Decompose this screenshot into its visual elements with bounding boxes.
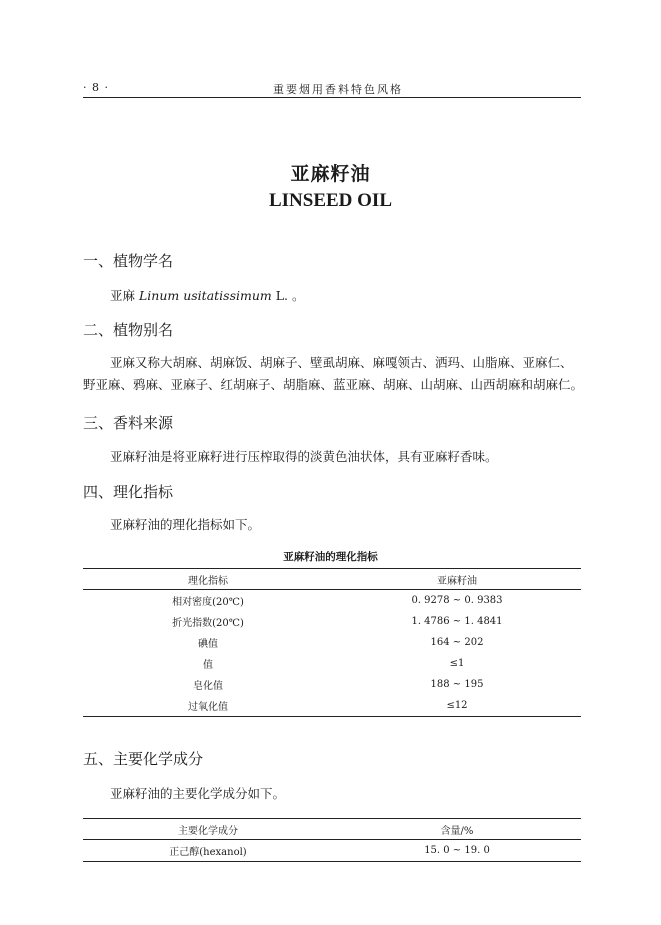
table-cell: 164 ~ 202	[430, 637, 484, 648]
table-cell: 0. 9278 ~ 0. 9383	[411, 595, 503, 606]
section-text-physchem: 亚麻籽油的理化指标如下。	[110, 517, 261, 532]
text-prefix: 亚麻	[110, 288, 139, 303]
column-header: 主要化学成分	[83, 819, 333, 840]
page-number: · 8 ·	[83, 81, 109, 94]
composition-table	[83, 818, 581, 862]
table-header-row	[83, 819, 581, 840]
physchem-table	[83, 568, 581, 717]
title-chinese: 亚麻籽油	[290, 163, 371, 185]
table-cell: 皂化值	[193, 681, 223, 692]
latin-name: Linum usitatissimum	[138, 288, 272, 303]
table-cell: 相对密度(20℃)	[172, 597, 244, 608]
section-text-alias: 亚麻又称大胡麻、胡麻饭、胡麻子、壁虱胡麻、麻嘎领古、洒玛、山脂麻、亚麻仁、野亚麻、鸦麻、亚麻子、红胡麻子、胡脂麻、蓝亚麻、胡麻、山胡麻、山西胡麻和胡麻仁。	[83, 355, 584, 392]
table-row	[83, 611, 581, 632]
table-cell: ≤1	[449, 658, 465, 669]
text-suffix: L. 。	[271, 288, 305, 303]
section-heading-composition: 五、主要化学成分	[83, 750, 204, 768]
table-row	[83, 590, 581, 612]
table-cell: 188 ~ 195	[430, 679, 484, 690]
table-row	[83, 695, 581, 717]
table-row	[83, 840, 581, 862]
section-heading-physchem: 四、理化指标	[83, 483, 174, 501]
table-row	[83, 653, 581, 674]
running-header	[83, 80, 581, 98]
section-heading-botanical-name: 一、植物学名	[83, 252, 174, 270]
table-cell: 1. 4786 ~ 1. 4841	[411, 616, 503, 627]
table-header-row	[83, 569, 581, 590]
book-title: 重要烟用香料特色风格	[273, 83, 403, 96]
table-row	[83, 674, 581, 695]
table-row	[83, 632, 581, 653]
table-cell: 折光指数(20℃)	[172, 618, 244, 629]
section-heading-source: 三、香料来源	[83, 414, 174, 432]
column-header: 含量/%	[333, 819, 581, 840]
section-text-composition: 亚麻籽油的主要化学成分如下。	[110, 786, 286, 801]
column-header: 亚麻籽油	[333, 569, 581, 590]
section-heading-alias: 二、植物别名	[83, 321, 174, 339]
table-caption: 亚麻籽油的理化指标	[283, 551, 378, 563]
title-english: LINSEED OIL	[268, 190, 393, 211]
table-cell: 正己醇(hexanol)	[83, 840, 333, 862]
table-cell: 15. 0 ~ 19. 0	[333, 840, 581, 862]
table-cell: 碘值	[198, 639, 218, 650]
section-text-botanical-name	[83, 285, 583, 307]
table-cell: ≤12	[333, 695, 581, 717]
table-cell: 值	[203, 660, 213, 671]
column-header: 理化指标	[83, 569, 333, 590]
table-cell: 过氧化值	[83, 695, 333, 717]
section-text-source: 亚麻籽油是将亚麻籽进行压榨取得的淡黄色油状体，具有亚麻籽香味。	[110, 449, 498, 464]
